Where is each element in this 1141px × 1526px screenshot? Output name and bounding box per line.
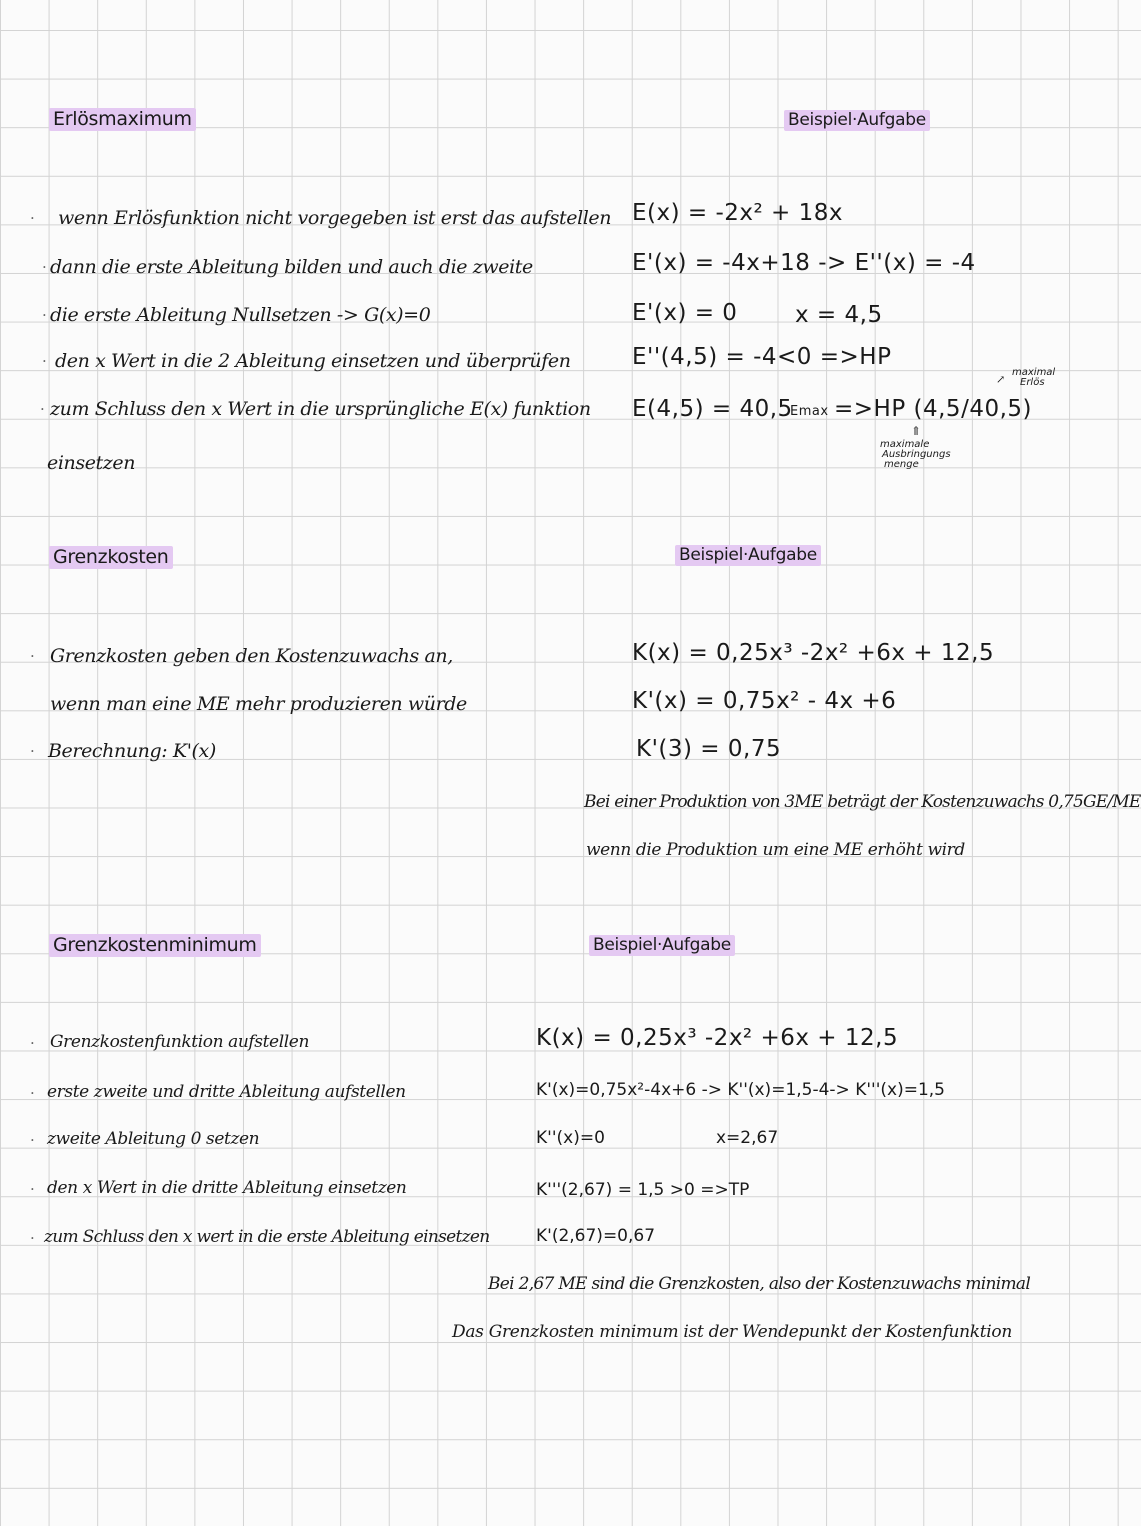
bullet: · bbox=[30, 647, 35, 665]
bullet: · bbox=[30, 742, 35, 760]
step-text: Grenzkosten geben den Kostenzuwachs an, bbox=[50, 645, 453, 667]
bullet: · bbox=[42, 352, 47, 370]
annotation-maximal: maximal bbox=[1012, 367, 1056, 378]
step-text: einsetzen bbox=[47, 452, 136, 474]
bullet: · bbox=[42, 306, 47, 324]
bullet: · bbox=[30, 1034, 35, 1052]
annotation-ausbringungs: Ausbringungs bbox=[882, 449, 951, 460]
bullet: · bbox=[30, 1229, 35, 1247]
step-text: dann die erste Ableitung bilden und auch die zweite bbox=[50, 256, 533, 278]
math-line: =>HP (4,5/40,5) bbox=[834, 396, 1033, 422]
math-line: K'(2,67)=0,67 bbox=[536, 1226, 656, 1246]
arrow-up-icon: ⇑ bbox=[911, 424, 922, 438]
step-text: zweite Ableitung 0 setzen bbox=[47, 1129, 260, 1149]
math-line: K(x) = 0,25x³ -2x² +6x + 12,5 bbox=[632, 640, 995, 666]
conclusion-text: wenn die Produktion um eine ME erhöht wird bbox=[586, 840, 965, 860]
math-line: K'''(2,67) = 1,5 >0 =>TP bbox=[536, 1180, 750, 1200]
math-line: x=2,67 bbox=[716, 1128, 779, 1148]
step-text: wenn man eine ME mehr produzieren würde bbox=[50, 693, 467, 715]
bullet: · bbox=[42, 258, 47, 276]
math-line: x = 4,5 bbox=[795, 302, 883, 328]
example-label-3: Beispiel·Aufgabe bbox=[589, 935, 735, 956]
math-line: K'(x) = 0,75x² - 4x +6 bbox=[632, 688, 897, 714]
step-text: zum Schluss den x Wert in die ursprüngliche E(x) funktion bbox=[50, 398, 591, 420]
annotation-erloes: Erlös bbox=[1020, 377, 1045, 388]
math-line: E'(x) = 0 bbox=[632, 300, 738, 326]
section-title-erloesmaximum: Erlösmaximum bbox=[49, 108, 196, 131]
math-line: E'(x) = -4x+18 -> E''(x) = -4 bbox=[632, 250, 976, 276]
step-text: Grenzkostenfunktion aufstellen bbox=[50, 1032, 309, 1052]
math-line: E(x) = -2x² + 18x bbox=[632, 200, 844, 226]
step-text: Berechnung: K'(x) bbox=[48, 740, 216, 762]
math-line: E(4,5) = 40,5 bbox=[632, 396, 793, 422]
conclusion-text: Bei 2,67 ME sind die Grenzkosten, also der Kostenzuwachs minimal bbox=[488, 1274, 1031, 1294]
step-text: den x Wert in die 2 Ableitung einsetzen und überprüfen bbox=[55, 350, 571, 372]
math-line: E''(4,5) = -4<0 =>HP bbox=[632, 344, 892, 370]
conclusion-text: Das Grenzkosten minimum ist der Wendepunkt der Kostenfunktion bbox=[452, 1322, 1012, 1342]
example-label-2: Beispiel·Aufgabe bbox=[675, 545, 821, 566]
annotation-menge: menge bbox=[884, 459, 919, 470]
step-text: die erste Ableitung Nullsetzen -> G(x)=0 bbox=[50, 304, 431, 326]
section-title-grenzkostenminimum: Grenzkostenminimum bbox=[49, 934, 261, 957]
math-line: K'(3) = 0,75 bbox=[636, 736, 782, 762]
annotation-maximale: maximale bbox=[880, 439, 930, 450]
math-subscript: Emax bbox=[790, 404, 829, 419]
bullet: · bbox=[30, 1180, 35, 1198]
example-label-1: Beispiel·Aufgabe bbox=[784, 110, 930, 131]
math-line: K'(x)=0,75x²-4x+6 -> K''(x)=1,5-4-> K'''(x)=1,5 bbox=[536, 1080, 945, 1100]
section-title-grenzkosten: Grenzkosten bbox=[49, 546, 173, 569]
bullet: · bbox=[30, 1084, 35, 1102]
bullet: · bbox=[30, 1131, 35, 1149]
arrow-icon: ↗ bbox=[996, 373, 1006, 386]
step-text: den x Wert in die dritte Ableitung einsetzen bbox=[47, 1178, 407, 1198]
bullet: · bbox=[30, 209, 35, 227]
bullet: · bbox=[40, 400, 45, 418]
step-text: erste zweite und dritte Ableitung aufstellen bbox=[47, 1082, 406, 1102]
step-text: wenn Erlösfunktion nicht vorgegeben ist erst das aufstellen bbox=[58, 207, 612, 229]
math-line: K(x) = 0,25x³ -2x² +6x + 12,5 bbox=[536, 1025, 899, 1051]
conclusion-text: Bei einer Produktion von 3ME beträgt der Kostenzuwachs 0,75GE/ME bbox=[584, 792, 1141, 812]
step-text: zum Schluss den x wert in die erste Ableitung einsetzen bbox=[44, 1227, 490, 1247]
math-line: K''(x)=0 bbox=[536, 1128, 605, 1148]
